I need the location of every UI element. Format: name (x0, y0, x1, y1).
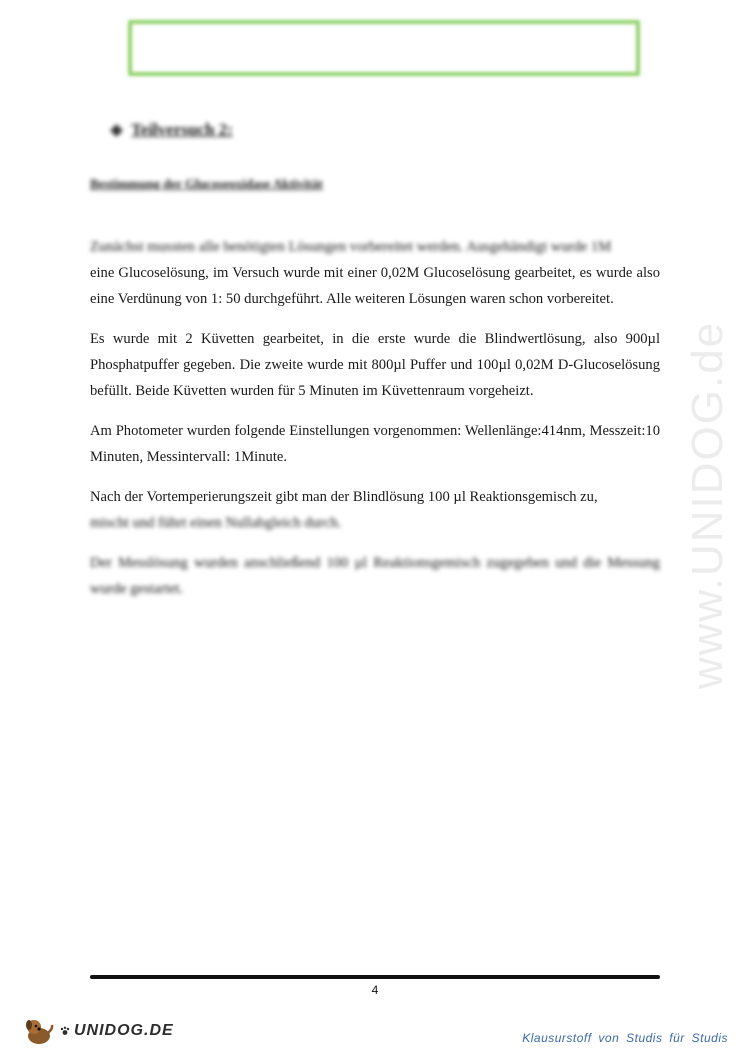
dog-mascot-icon (22, 1016, 56, 1046)
page-number: 4 (371, 983, 379, 997)
paragraph-dilution: eine Glucoselösung, im Versuch wurde mit einer 0,02M Glucoselösung gearbeitet, es wurde also eine Verdünung von 1: 50 durchgeführt. Alle weiteren Lösungen waren schon vorbereitet. (90, 265, 660, 307)
paragraph-pretemperature: Nach der Vortemperierungszeit gibt man der Blindlösung 100 µl Reaktionsgemisch zu, (90, 489, 598, 505)
paragraph-cuvettes: Es wurde mit 2 Küvetten gearbeitet, in die erste wurde die Blindwertlösung, also 900µl Phosphatpuffer gegeben. Die zweite wurde mit 800µl Puffer und 100µl 0,02M D-Glucoselösung befüllt. Beide Küvetten wurden für 5 Minuten im Küvettenraum vorgeheizt. (90, 331, 660, 399)
paw-icon (60, 1026, 70, 1036)
green-frame-box (128, 20, 640, 76)
section-heading-text: Teilversuch 2: (131, 120, 233, 139)
unidog-logo (22, 1016, 174, 1046)
paragraph-measurement-start: Der Messlösung wurden anschließend 100 µl Reaktionsgemisch zugegeben und die Messung wurde gestartet. (90, 555, 660, 597)
section-heading (112, 120, 233, 140)
footer-tagline: Klausurstoff von Studis für Studis (522, 1031, 728, 1045)
diamond-bullet-icon (110, 124, 123, 137)
subheading: Bestimmung der Glucoseoxidase Aktivität (90, 176, 323, 191)
footer-divider (90, 975, 660, 979)
body-text (90, 234, 660, 616)
watermark (680, 280, 736, 730)
paragraph-photometer: Am Photometer wurden folgende Einstellungen vorgenommen: Wellenlänge:414nm, Messzeit:10 Minuten, Messintervall: 1Minute. (90, 423, 660, 465)
watermark-text: www.UNIDOG.de (683, 320, 733, 690)
paragraph-zero-calibration: mischt und führt einen Nullabgleich durch. (90, 515, 342, 531)
logo-text: UNIDOG.DE (74, 1022, 174, 1039)
paragraph-intro-line: Zunächst mussten alle benötigten Lösungen vorbereitet werden. Ausgehändigt wurde 1M (90, 239, 612, 255)
